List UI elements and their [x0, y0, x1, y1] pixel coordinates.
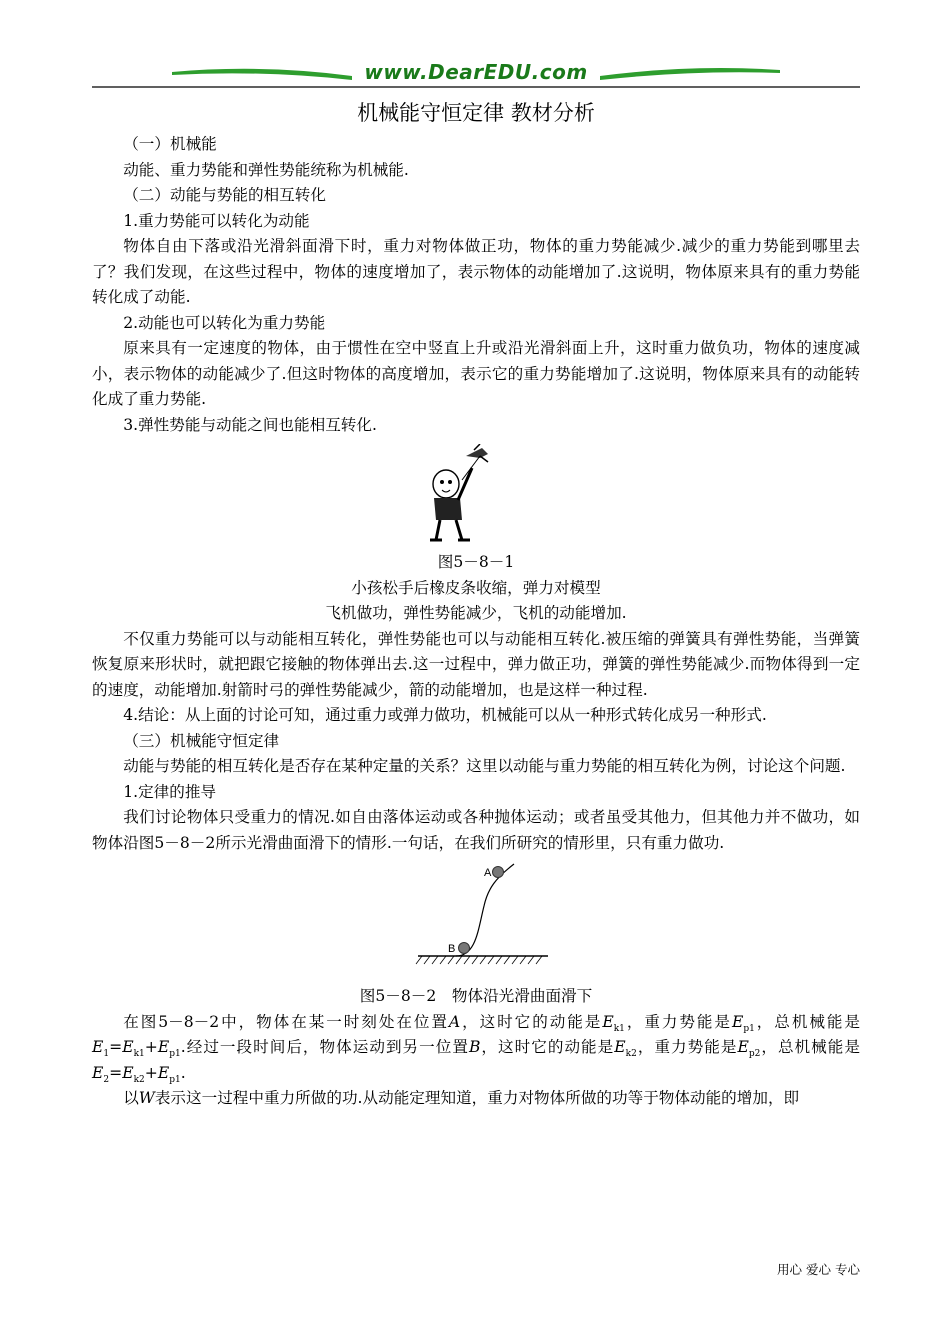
subsection-heading: 2.动能也可以转化为重力势能 — [123, 313, 326, 332]
paragraph: 物体自由下落或沿光滑斜面滑下时，重力对物体做正功，物体的重力势能减少.减少的重力势能到哪里去了？我们发现，在这些过程中，物体的速度增加了，表示物体的动能增加了.这说明，物体原来具有的重力势能转化成了动能. — [92, 237, 860, 306]
figure-2-caption: 图5－8－2 物体沿光滑曲面滑下 — [359, 987, 593, 1005]
subsection-heading: 3.弹性势能与动能之间也能相互转化. — [123, 415, 377, 434]
figure-1-label: 图5－8－1 — [437, 553, 515, 571]
paragraph: 动能、重力势能和弹性势能统称为机械能. — [123, 160, 409, 179]
point-a-label: A — [484, 867, 492, 879]
subsection-heading: 1.定律的推导 — [123, 782, 217, 801]
smooth-curve-diagram — [414, 860, 554, 976]
figure-1 — [92, 444, 860, 546]
section-heading: （一）机械能 — [123, 135, 217, 153]
figure-2 — [92, 860, 860, 978]
paragraph: 在图5－8－2中，物体在某一时刻处在位置A，这时它的动能是$E_{k1}$，重力势能是$E_{p1}$，总机械能是$E_1=E_{k1}+E_{p1}$.经过一段时间后，物体运动到另一位置B，这时它的动能是$E_{k2}$，重力势能是$E_{p2}$，总机械能是$E_2=E_{k2}+E_{p1}$. — [92, 1012, 860, 1085]
paragraph: 原来具有一定速度的物体，由于惯性在空中竖直上升或沿光滑斜面上升，这时重力做负功，物体的速度减小，表示物体的动能减少了.但这时物体的高度增加，表示它的重力势能增加了.这说明，物体原来具有的动能转化成了重力势能. — [92, 339, 860, 408]
paragraph: 动能与势能的相互转化是否存在某种定量的关系？这里以动能与重力势能的相互转化为例，讨论这个问题. — [123, 757, 846, 775]
subsection-heading: 1.重力势能可以转化为动能 — [123, 211, 310, 230]
section-heading: （二）动能与势能的相互转化 — [123, 186, 326, 204]
site-header — [92, 58, 860, 90]
paragraph: 以W表示这一过程中重力所做的功.从动能定理知道，重力对物体所做的功等于物体动能的增加，即 — [123, 1089, 800, 1107]
paragraph: 4.结论：从上面的讨论可知，通过重力或弹力做功，机械能可以从一种形式转化成另一种形式. — [123, 706, 767, 724]
paragraph: 不仅重力势能可以与动能相互转化，弹性势能也可以与动能相互转化.被压缩的弹簧具有弹性势能，当弹簧恢复原来形状时，就把跟它接触的物体弹出去.这一过程中，弹力做正功，弹簧的弹性势能减少.而物体得到一定的速度，动能增加.射箭时弓的弹性势能减少，箭的动能增加，也是这样一种过程. — [92, 629, 860, 699]
page-title: 机械能守恒定律 教材分析 — [357, 101, 595, 125]
site-url: www.DearEDU.com — [364, 60, 588, 84]
point-b-label: B — [448, 943, 456, 955]
figure-1-caption-line1: 小孩松手后橡皮条收缩，弹力对模型 — [351, 578, 601, 597]
child-with-model-plane-illustration — [422, 444, 522, 544]
section-heading: （三）机械能守恒定律 — [123, 731, 280, 750]
page-footer: 用心 爱心 专心 — [777, 1262, 860, 1277]
paragraph: 我们讨论物体只受重力的情况.如自由落体运动或各种抛体运动；或者虽受其他力，但其他力并不做功，如物体沿图5－8－2所示光滑曲面滑下的情形.一句话，在我们所研究的情形里，只有重力做功. — [92, 808, 860, 852]
document-body — [92, 96, 860, 1112]
figure-1-caption-line2: 飞机做功，弹性势能减少，飞机的动能增加. — [325, 604, 627, 622]
